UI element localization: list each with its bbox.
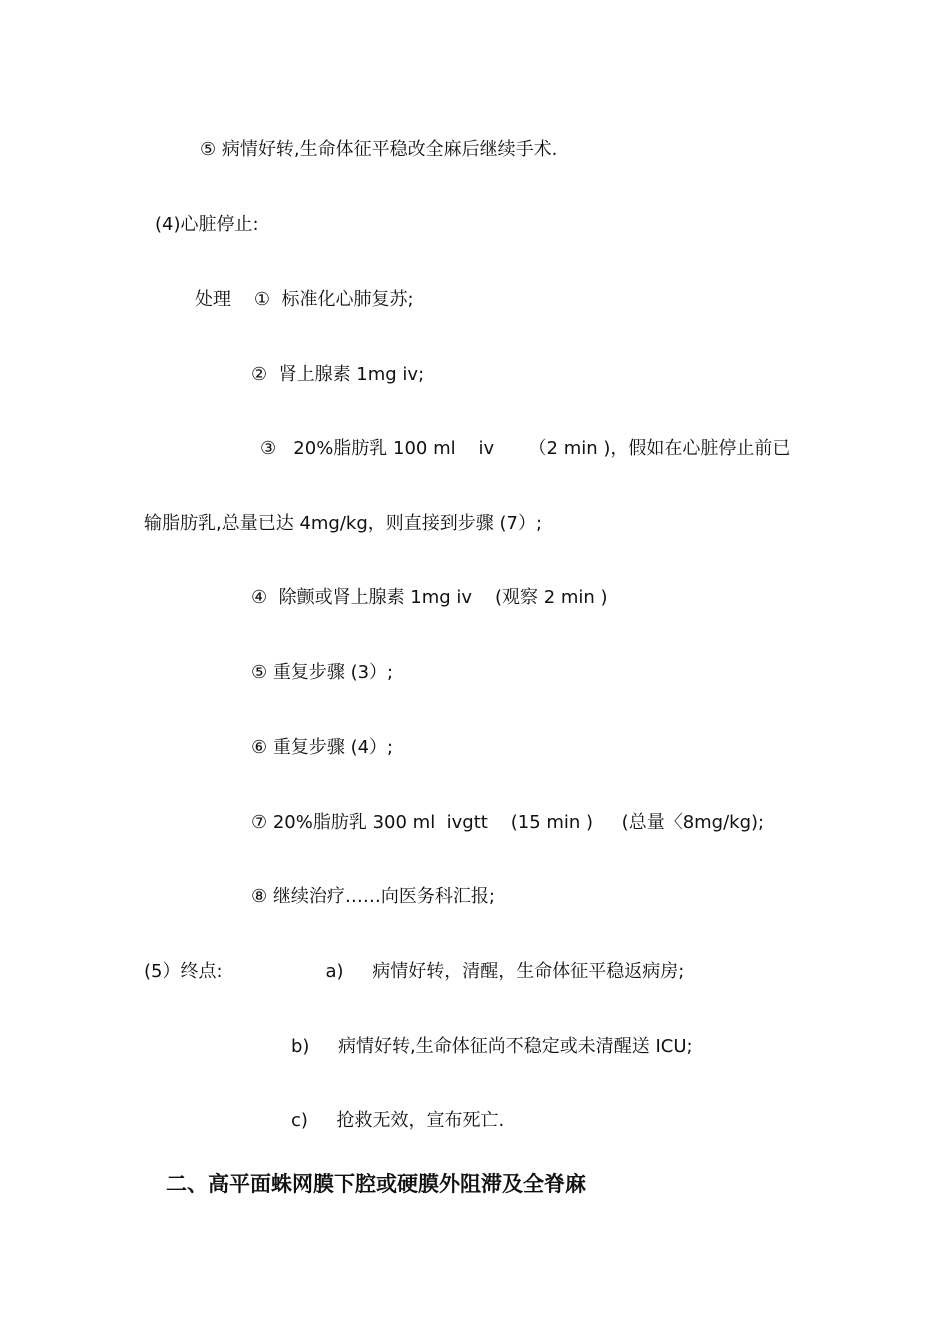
text-line-4: ② 肾上腺素 1mg iv; <box>251 364 425 385</box>
text-line-13: b) 病情好转,生命体征尚不稳定或未清醒送 ICU; <box>291 1036 693 1057</box>
text-line-12: (5）终点: a) 病情好转，清醒，生命体征平稳返病房; <box>144 961 685 982</box>
text-line-11: ⑧ 继续治疗……向医务科汇报; <box>251 886 495 907</box>
text-line-6: 输脂肪乳,总量已达 4mg/kg，则直接到步骤 (7）; <box>144 513 543 534</box>
text-line-8: ⑤ 重复步骤 (3）; <box>251 662 394 683</box>
text-line-14: c) 抢救无效，宣布死亡. <box>291 1110 505 1131</box>
text-line-9: ⑥ 重复步骤 (4）; <box>251 737 394 758</box>
text-line-2: (4)心脏停止: <box>155 214 259 235</box>
text-line-10: ⑦ 20%脂肪乳 300 ml ivgtt (15 min ) (总量〈8mg/kg); <box>251 812 765 833</box>
text-line-5: ③ 20%脂肪乳 100 ml iv （2 min )，假如在心脏停止前已 <box>260 438 791 459</box>
section-heading: 二、高平面蛛网膜下腔或硬膜外阻滞及全脊麻 <box>166 1172 586 1196</box>
text-line-3: 处理 ① 标准化心肺复苏; <box>195 289 414 310</box>
text-line-7: ④ 除颤或肾上腺素 1mg iv (观察 2 min ) <box>251 587 608 608</box>
text-line-1: ⑤ 病情好转,生命体征平稳改全麻后继续手术. <box>200 139 558 160</box>
